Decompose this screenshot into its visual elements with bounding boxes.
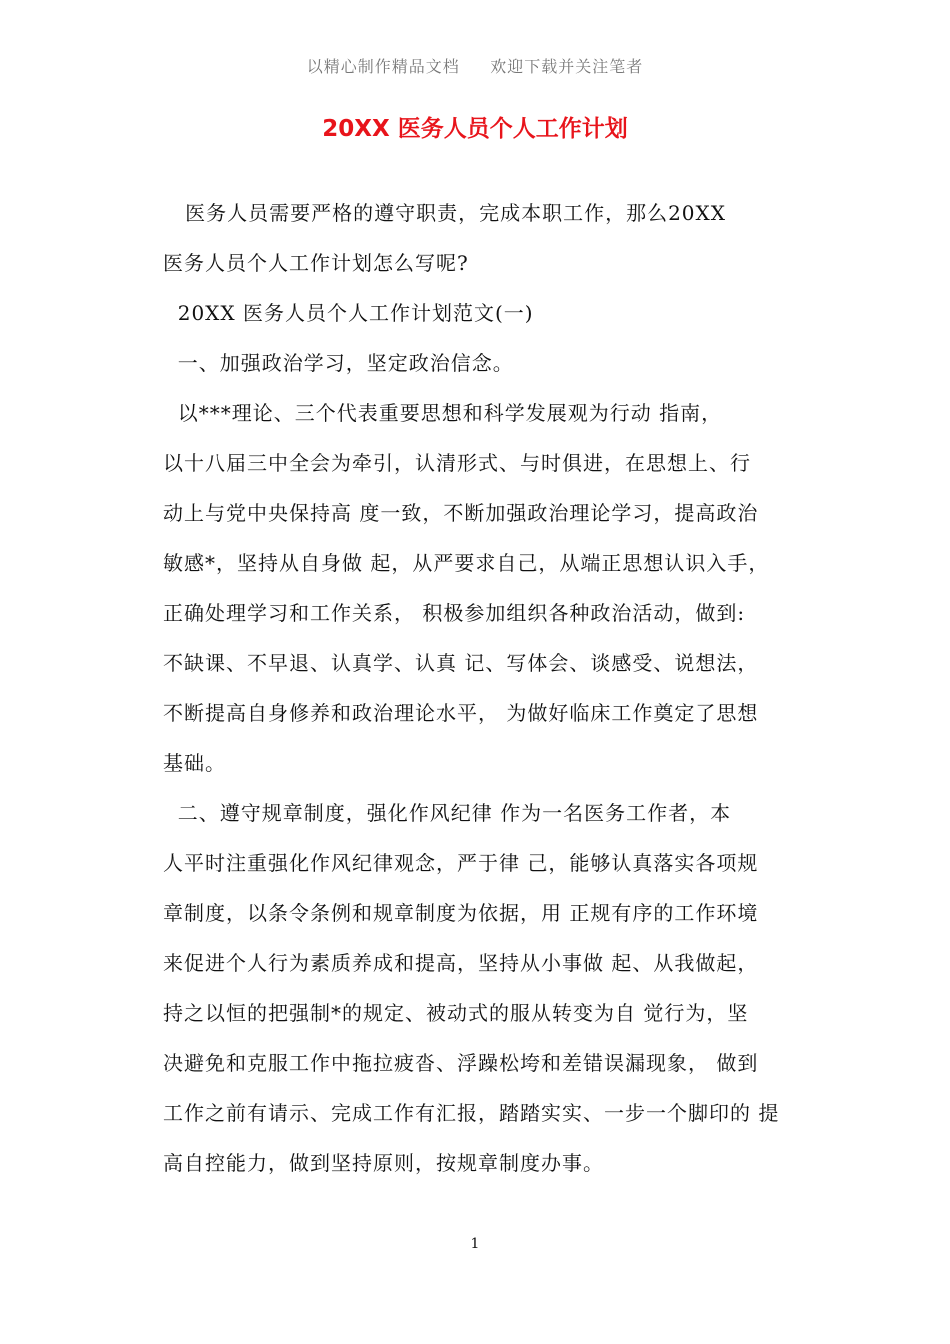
text-line: 医务人员需要严格的遵守职责，完成本职工作，那么20XX <box>163 201 726 225</box>
text-line: 章制度，以条令条例和规章制度为依据，用 正规有序的工作环境 <box>163 901 759 925</box>
text-line: 决避免和克服工作中拖拉疲沓、浮躁松垮和差错误漏现象， 做到 <box>163 1051 759 1075</box>
text-line: 持之以恒的把强制*的规定、被动式的服从转变为自 觉行为，坚 <box>163 1001 749 1025</box>
paragraph-sample-heading <box>163 288 793 338</box>
text-line: 高自控能力，做到坚持原则，按规章制度办事。 <box>163 1151 604 1175</box>
text-line: 一、加强政治学习，坚定政治信念。 <box>163 351 514 375</box>
text-line: 敏感*，坚持从自身做 起，从严要求自己，从端正思想认识入手， <box>163 551 770 575</box>
paragraph-intro <box>163 188 793 288</box>
page-header: 以精心制作精品文档 欢迎下载并关注笔者 <box>306 57 644 76</box>
text-line: 二、遵守规章制度，强化作风纪律 作为一名医务工作者，本 <box>163 801 732 825</box>
text-line: 来促进个人行为素质养成和提高，坚持从小事做 起、从我做起， <box>163 951 759 975</box>
text-line: 医务人员个人工作计划怎么写呢? <box>163 251 469 275</box>
text-line: 工作之前有请示、完成工作有汇报，踏踏实实、一步一个脚印的 提 <box>163 1101 780 1125</box>
document-body <box>163 188 793 1188</box>
text-line: 以十八届三中全会为牵引，认清形式、与时俱进，在思想上、行 <box>163 451 751 475</box>
text-line: 20XX 医务人员个人工作计划范文(一) <box>163 301 534 325</box>
text-line: 不断提高自身修养和政治理论水平， 为做好临床工作奠定了思想 <box>163 701 759 725</box>
text-line: 基础。 <box>163 751 226 775</box>
page-number: 1 <box>470 1236 480 1252</box>
text-line: 人平时注重强化作风纪律观念，严于律 己，能够认真落实各项规 <box>163 851 759 875</box>
paragraph-section-two <box>163 788 793 1188</box>
text-line: 正确处理学习和工作关系， 积极参加组织各种政治活动，做到: <box>163 601 746 625</box>
text-line: 不缺课、不早退、认真学、认真 记、写体会、谈感受、说想法， <box>163 651 759 675</box>
document-title: 20XX 医务人员个人工作计划 <box>322 116 628 142</box>
text-line: 动上与党中央保持高 度一致，不断加强政治理论学习，提高政治 <box>163 501 759 525</box>
paragraph-section-one-heading <box>163 338 793 388</box>
paragraph-section-one-body <box>163 388 793 788</box>
text-line: 以***理论、三个代表重要思想和科学发展观为行动 指南， <box>163 401 723 425</box>
